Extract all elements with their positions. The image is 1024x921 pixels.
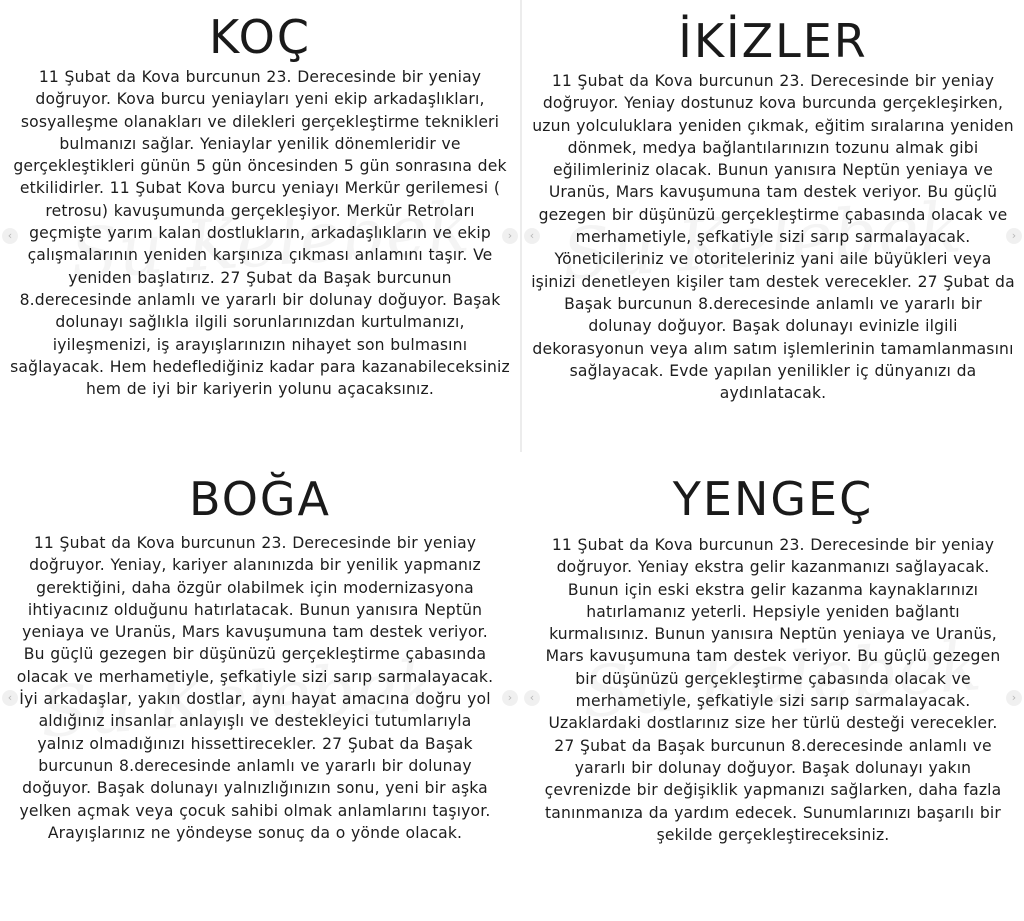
horoscope-panel-koc [0,0,520,452]
horoscope-text-ikizler: 11 Şubat da Kova burcunun 23. Derecesinde bir yeniay doğruyor. Yeniay dostunuz kova burcunda gerçekleşirken, uzun yolculuklara yeniden çıkmak, eğitim sıralarına yeniden dönmek, medya bağlantılarınızın tozunu almak gibi eğilimleriniz olacak. Bunun yanısıra Neptün yeniaya ve Uranüs, Mars kavuşumuna tam destek veriyor. Bu güçlü gezegen bir düşünüzü gerçekleştirme çabasında olacak ve merhametiyle, şefkatiyle sizi sarıp sarmalayacak. Yöneticileriniz ve otoriteleriniz yani aile büyükleri veya işinizi denetleyen kişiler tam destek verecekler. 27 Şubat da Başak burcunun 8.derecesinde anlamlı ve yararlı bir dolunay doğuyor. Başak dolunayı evinizle ilgili dekorasyonun veya alım satım işlemlerinin tamamlanmasını sağlayacak. Evde yapılan yenilikler iç dünyanızı da aydınlatacak. [531,72,1015,403]
horoscope-panel-ikizler [522,0,1024,452]
chevron-left-icon[interactable]: ‹ [2,690,18,706]
sign-title-koc: KOÇ [209,10,311,64]
chevron-right-icon[interactable]: › [502,690,518,706]
chevron-left-icon[interactable]: ‹ [2,228,18,244]
sign-title-ikizler: İKİZLER [678,14,868,68]
horoscope-text-koc: 11 Şubat da Kova burcunun 23. Derecesinde bir yeniay doğruyor. Kova burcu yeniayları yeni ekip arkadaşlıkları, sosyalleşme olanakları ve dilekleri gerçekleştirme teknikleri bulmanızı sağlar. Yeniaylar yenilik dönemleridir ve gerçekleştikleri günün 5 gün öncesinden 5 gün sonrasına dek etkilidirler. 11 Şubat Kova burcu yeniayı Merkür gerilemesi ( retrosu) kavuşumunda gerçekleşiyor. Merkür Retroları geçmişte yarım kalan dostlukların, arkadaşlıkların ve ekip çalışmalarının yeniden karşınıza çıkması anlamını taşır. Ve yeniden başlatırız. 27 Şubat da Başak burcunun 8.derecesinde anlamlı ve yararlı bir dolunay doğuyor. Başak dolunayı sağlıkla ilgili sorunlarınızdan kurtulmanızı, iyileşmenizi, iş arayışlarınızın nihayet son bulmasını sağlayacak. Hem hedeflediğiniz kadar para kazanabileceksiniz hem de iyi bir kariyerin yolunu açacaksınız. [10,68,510,399]
chevron-left-icon[interactable]: ‹ [524,690,540,706]
horoscope-panel-boga [0,458,520,921]
sign-title-yengec: YENGEÇ [672,472,874,526]
horoscope-text-yengec: 11 Şubat da Kova burcunun 23. Derecesinde bir yeniay doğruyor. Yeniay ekstra gelir kazanmanızı sağlayacak. Bunun için eski ekstra gelir kazanma kaynaklarınızı hatırlamanız yeterli. Hepsiyle yeniden bağlantı kurmalısınız. Bunun yanısıra Neptün yeniaya ve Uranüs, Mars kavuşumuna tam destek veriyor. Bu güçlü gezegen bir düşünüzü gerçekleştirme çabasında olacak ve merhametiyle, şefkatiyle sizi sarıp sarmalayacak. Uzaklardaki dostlarınız size her türlü desteği verecekler. 27 Şubat da Başak burcunun 8.derecesinde anlamlı ve yararlı bir dolunay doğuyor. Başak dolunayı yakın çevrenizde bir değişiklik yapmanızı sağlarken, daha fazla tanınmanıza da yardım edecek. Sunumlarınızı başarılı bir şekilde gerçekleştireceksiniz. [544,536,1002,844]
sign-title-boga: BOĞA [188,472,332,526]
chevron-right-icon[interactable]: › [1006,690,1022,706]
chevron-left-icon[interactable]: ‹ [524,228,540,244]
chevron-right-icon[interactable]: › [1006,228,1022,244]
horoscope-text-boga: 11 Şubat da Kova burcunun 23. Derecesinde bir yeniay doğruyor. Yeniay, kariyer alanınızda bir yenilik yapmanız gerektiğini, daha özgür olabilmek için modernizasyona ihtiyacınız olduğunu hatırlatacak. Bunun yanısıra Neptün yeniaya ve Uranüs, Mars kavuşumuna tam destek veriyor. Bu güçlü gezegen bir düşünüzü gerçekleştirme çabasında olacak ve merhametiyle, şefkatiyle sizi sarıp sarmalayacak. İyi arkadaşlar, yakın dostlar, aynı hayat amacına doğru yol aldığınız insanlar anlayışlı ve destekleyici tutumlarıyla yalnız olmadığınızı hissettirecekler. 27 Şubat da Başak burcunun 8.derecesinde anlamlı ve yararlı bir dolunay doğuyor. Başak dolunayı yalnızlığınızın sonu, yeni bir aşka yelken açmak veya çocuk sahibi olmak anlamlarını taşıyor. Arayışlarınız ne yöndeyse sonuç da o yönde olacak. [16,534,494,842]
chevron-right-icon[interactable]: › [502,228,518,244]
horoscope-panel-yengec [522,458,1024,921]
